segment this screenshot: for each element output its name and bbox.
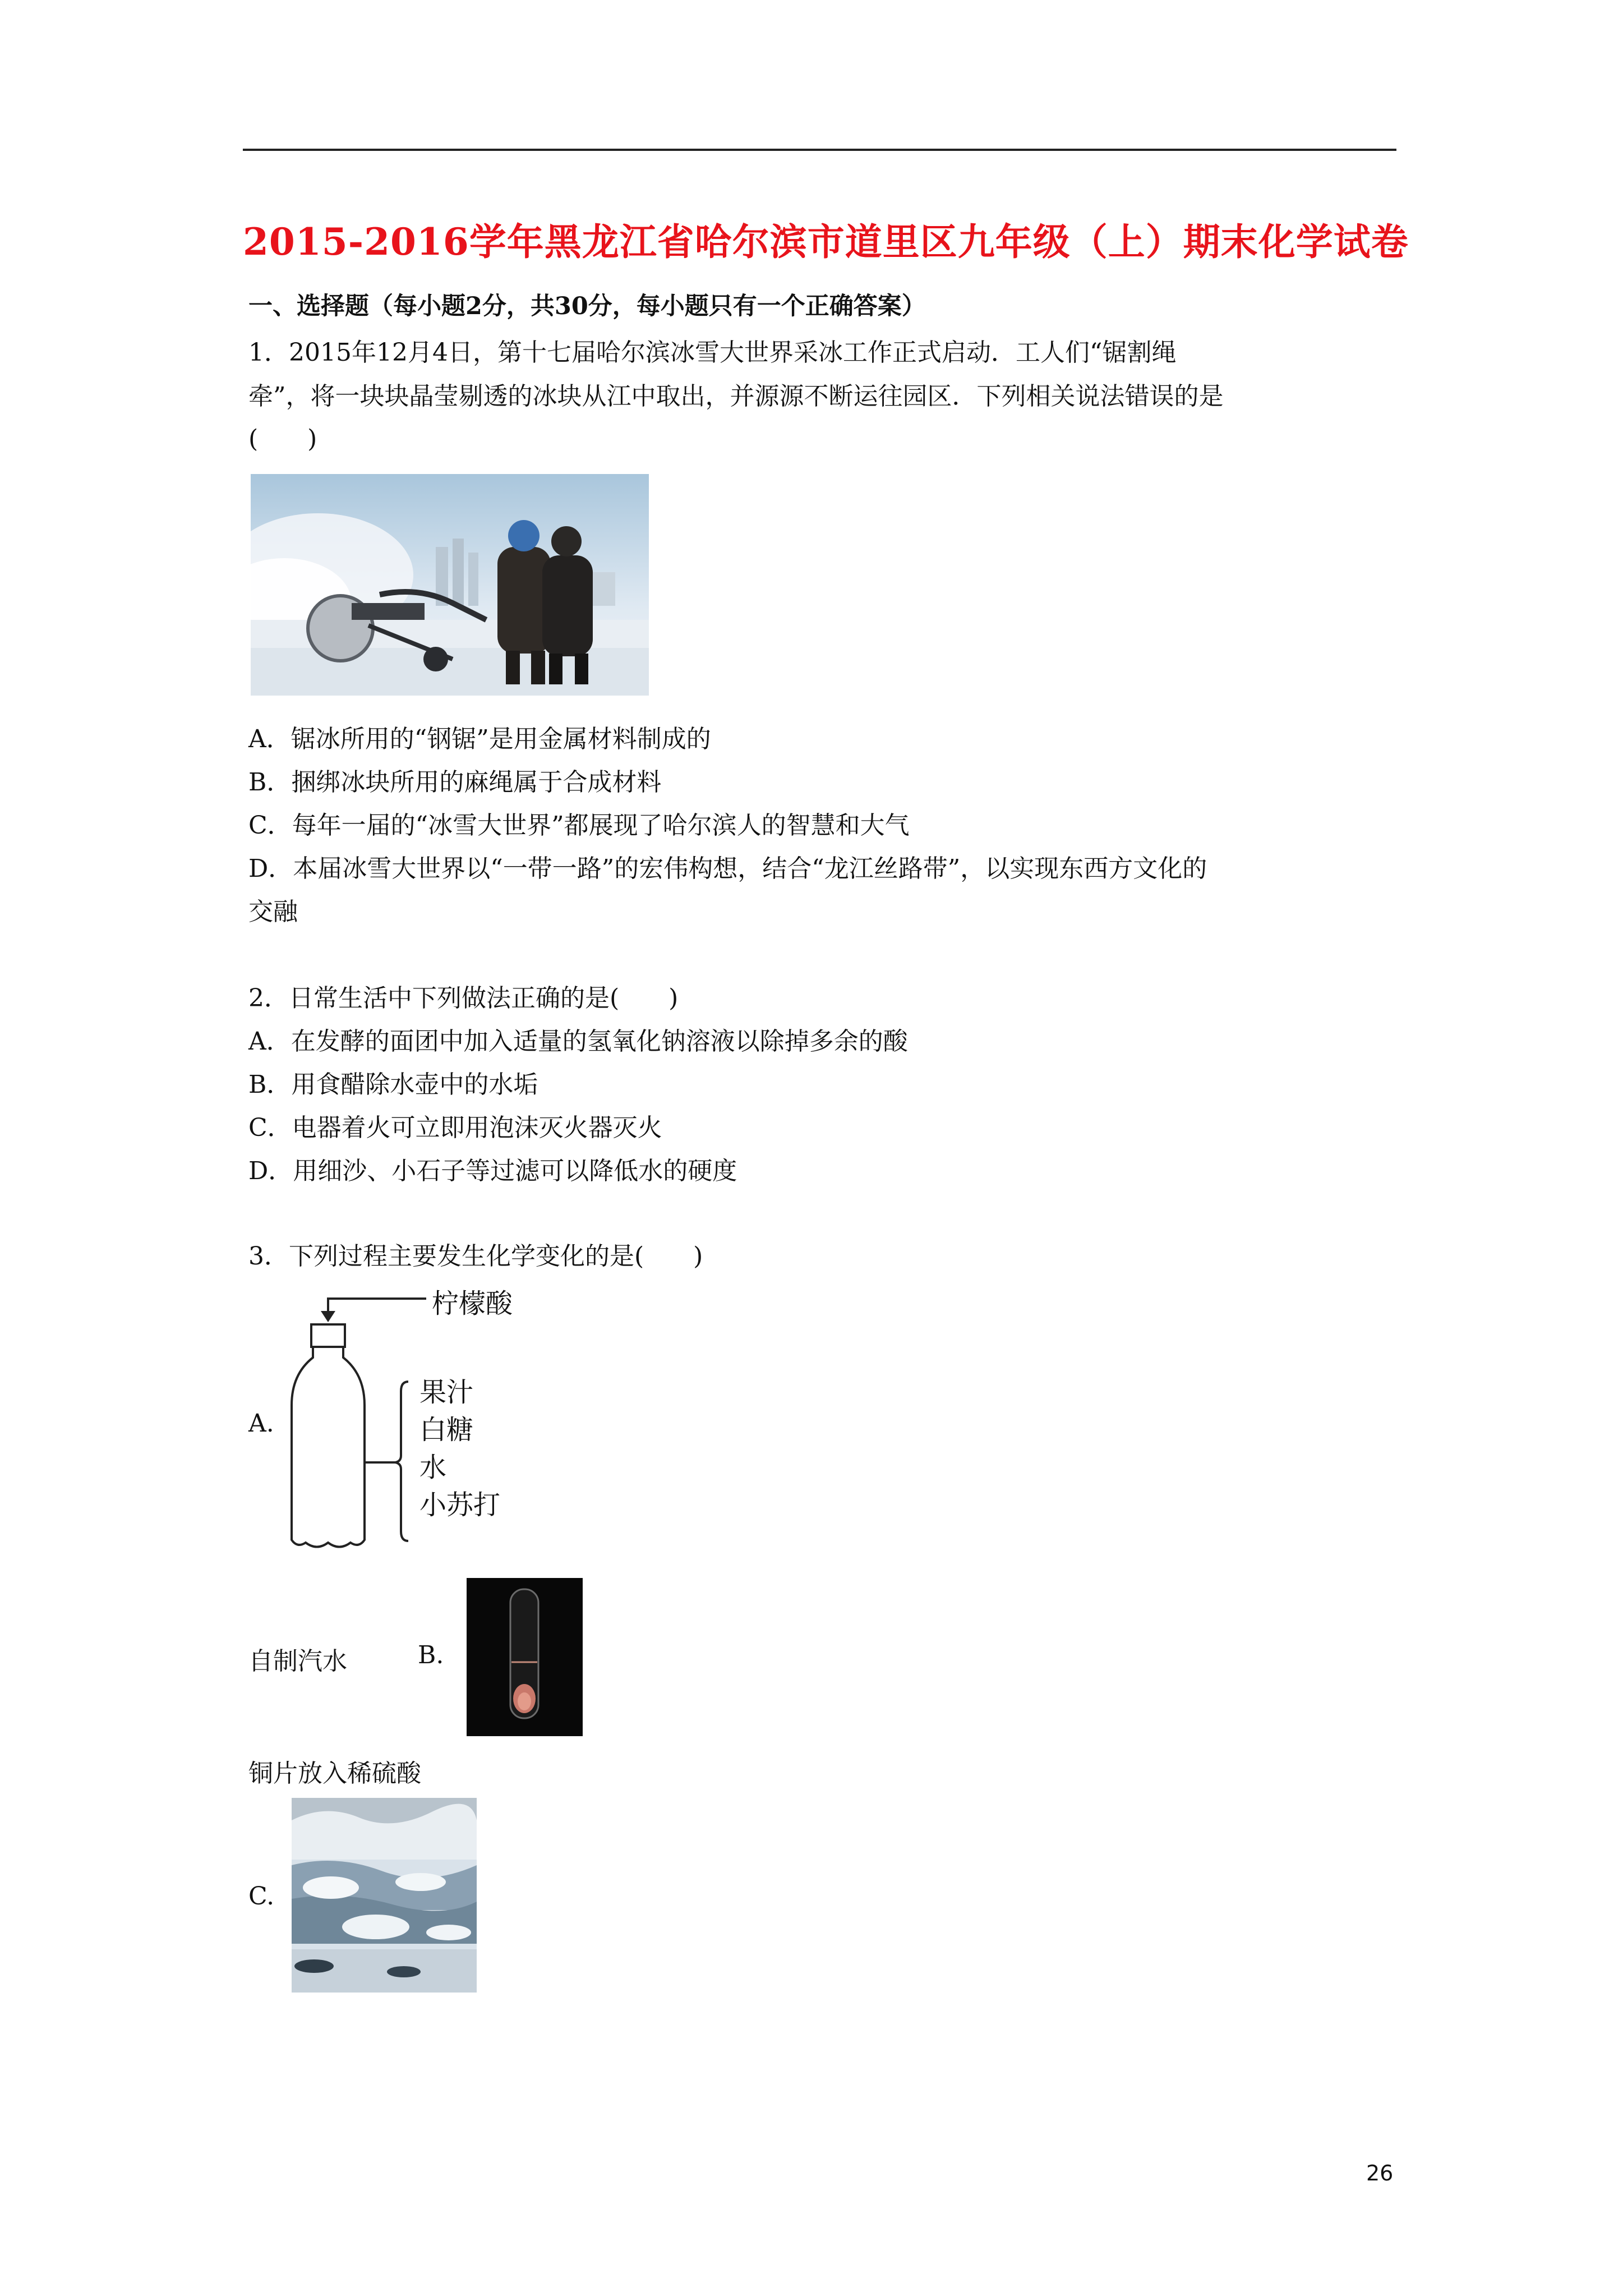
content-juice: 果汁 — [419, 1377, 474, 1408]
ice-cutting-photo — [251, 474, 649, 696]
content-water: 水 — [419, 1452, 447, 1483]
q3-option-b-caption: 铜片放入稀硫酸 — [248, 1759, 421, 1788]
q1-stem-line1: 1．2015年12月4日，第十七届哈尔滨冰雪大世界采冰工作正式启动．工人们“锯割绳 — [248, 338, 1177, 367]
q2-stem: 2．日常生活中下列做法正确的是( ) — [248, 984, 679, 1013]
q3-option-a-letter: A. — [248, 1409, 274, 1438]
citric-acid-label: 柠檬酸 — [432, 1288, 513, 1319]
q1-option-d: D．本届冰雪大世界以“一带一路”的宏伟构想，结合“龙江丝路带”，以实现东西方文化的 — [248, 854, 1207, 883]
q3-stem: 3．下列过程主要发生化学变化的是( ) — [248, 1242, 703, 1271]
content-baking-soda: 小苏打 — [419, 1489, 501, 1521]
q1-stem-line3: ( ) — [248, 425, 317, 453]
q3-option-c-letter: C. — [248, 1882, 275, 1911]
q2-option-b: B．用食醋除水壶中的水垢 — [248, 1070, 538, 1099]
soda-bottle-diagram — [286, 1282, 533, 1562]
q2-option-d: D．用细沙、小石子等过滤可以降低水的硬度 — [248, 1157, 737, 1185]
copper-test-tube-photo — [467, 1578, 583, 1736]
page-number: 26 — [1366, 2161, 1394, 2185]
q3-option-a-caption: 自制汽水 — [248, 1647, 347, 1676]
exam-title: 2015-2016学年黑龙江省哈尔滨市道里区九年级（上）期末化学试卷 — [243, 220, 1409, 264]
q2-option-c: C．电器着火可立即用泡沫灭火器灭火 — [248, 1114, 662, 1142]
q3-option-b-letter: B. — [418, 1641, 444, 1669]
q1-option-d-cont: 交融 — [248, 898, 298, 926]
header-rule — [243, 149, 1396, 151]
q1-stem-line2: 牵”，将一块块晶莹剔透的冰块从江中取出，并源源不断运往园区．下列相关说法错误的是 — [248, 382, 1224, 411]
q1-option-a: A．锯冰所用的“钢锯”是用金属材料制成的 — [248, 725, 711, 753]
section-heading: 一、选择题（每小题2分，共30分，每小题只有一个正确答案） — [248, 292, 926, 320]
q1-option-c: C．每年一届的“冰雪大世界”都展现了哈尔滨人的智慧和大气 — [248, 811, 910, 840]
q1-option-b: B．捆绑冰块所用的麻绳属于合成材料 — [248, 768, 662, 797]
snowy-stream-photo — [292, 1798, 477, 1993]
content-sugar: 白糖 — [419, 1414, 474, 1446]
q2-option-a: A．在发酵的面团中加入适量的氢氧化钠溶液以除掉多余的酸 — [248, 1027, 908, 1056]
